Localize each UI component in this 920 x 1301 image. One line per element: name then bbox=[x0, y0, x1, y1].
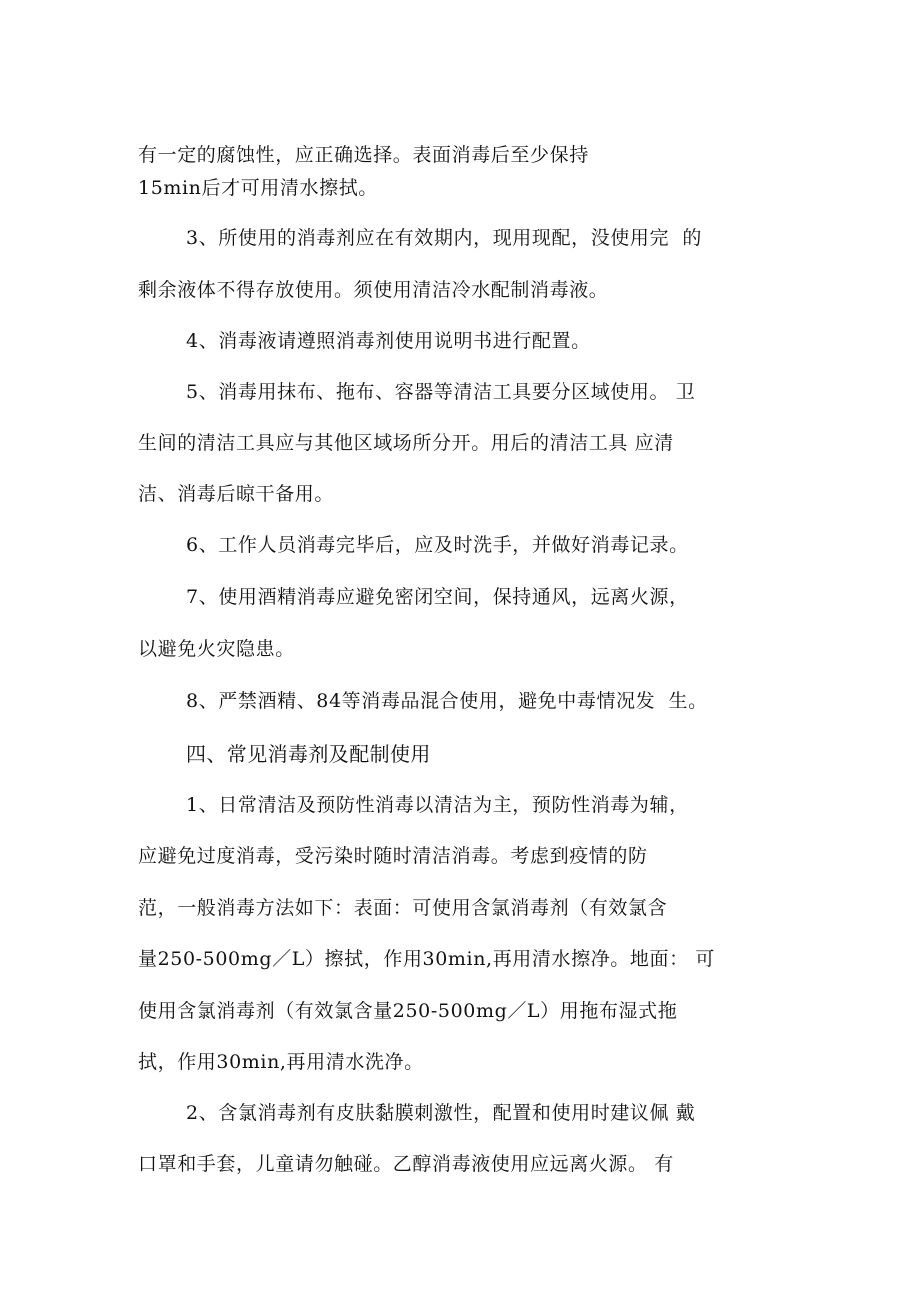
text-line: 2、含氯消毒剂有皮肤黏膜刺激性，配置和使用时建议佩 戴 bbox=[186, 1102, 696, 1124]
text-line: 3、所使用的消毒剂应在有效期内，现用现配，没使用完 的 bbox=[186, 227, 702, 249]
section-heading: 四、常见消毒剂及配制使用 bbox=[186, 742, 431, 766]
text-line: 剩余液体不得存放使用。须使用清洁冷水配制消毒液。 bbox=[138, 279, 609, 301]
text-line: 6、工作人员消毒完毕后，应及时洗手，并做好消毒记录。 bbox=[186, 534, 689, 556]
text-line: 范，一般消毒方法如下：表面：可使用含氯消毒剂（有效氯含 bbox=[138, 897, 668, 919]
text-line: 使用含氯消毒剂（有效氯含量250-500mg／L）用拖布湿式拖 bbox=[138, 1000, 678, 1022]
text-line: 1、日常清洁及预防性消毒以清洁为主，预防性消毒为辅， bbox=[186, 794, 689, 816]
text-line: 5、消毒用抹布、拖布、容器等清洁工具要分区域使用。 卫 bbox=[186, 381, 696, 403]
text-line: 以避免火灾隐患。 bbox=[138, 638, 295, 660]
text-line: 量250-500mg／L）擦拭，作用30min,再用清水擦净。地面： 可 bbox=[138, 948, 715, 970]
text-line: 4、消毒液请遵照消毒剂使用说明书进行配置。 bbox=[186, 330, 591, 352]
text-line: 8、严禁酒精、84等消毒品混合使用，避免中毒情况发 生。 bbox=[186, 690, 708, 712]
text-line: 生间的清洁工具应与其他区域场所分开。用后的清洁工具 应清 bbox=[138, 432, 674, 454]
text-line: 有一定的腐蚀性，应正确选择。表面消毒后至少保持 bbox=[138, 144, 589, 166]
text-line: 15min后才可用清水擦拭。 bbox=[138, 177, 378, 199]
text-line: 洁、消毒后晾干备用。 bbox=[138, 483, 335, 505]
text-line: 拭，作用30min,再用清水洗净。 bbox=[138, 1051, 424, 1073]
text-line: 应避免过度消毒，受污染时随时清洁消毒。考虑到疫情的防 bbox=[138, 845, 648, 867]
text-line: 口罩和手套，儿童请勿触碰。乙醇消毒液使用应远离火源。 有 bbox=[138, 1153, 674, 1175]
text-line: 7、使用酒精消毒应避免密闭空间，保持通风，远离火源， bbox=[186, 586, 689, 608]
